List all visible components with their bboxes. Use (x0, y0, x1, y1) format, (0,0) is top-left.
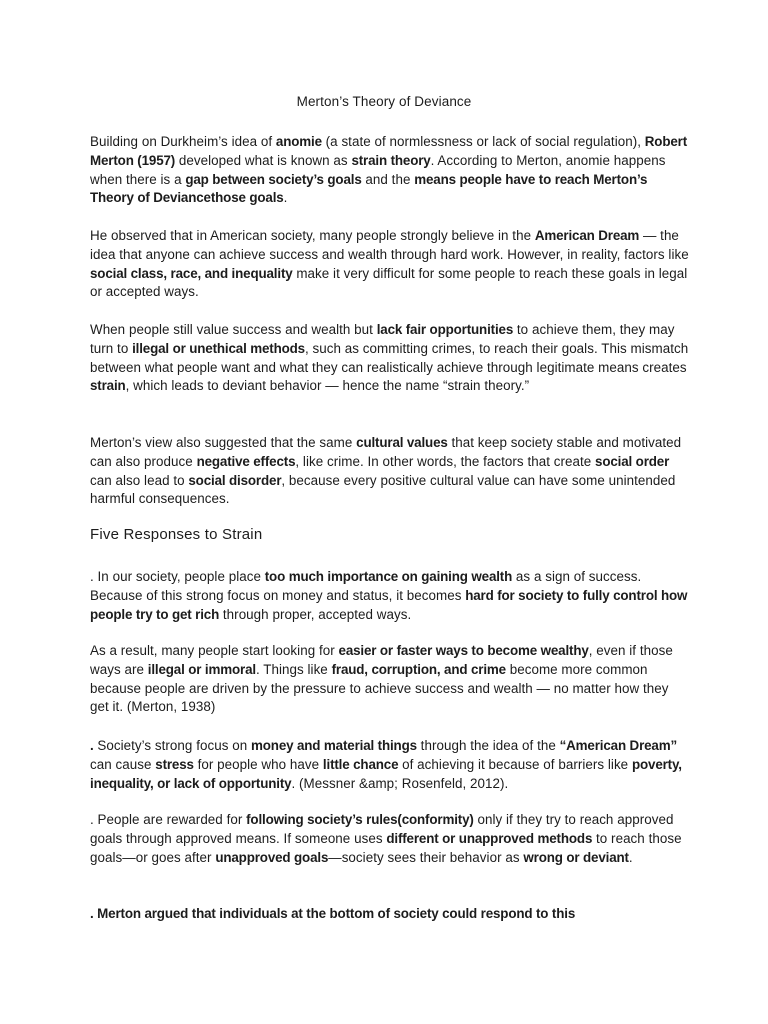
text-run: When people still value success and wealth but (90, 322, 377, 337)
paragraph (90, 434, 690, 509)
bold-text: fraud, corruption, and crime (331, 661, 506, 677)
text-run: . Things like (255, 661, 332, 677)
bold-text: illegal or immoral (147, 661, 256, 677)
text-run: . People are rewarded for (90, 812, 247, 827)
text-run: . In our society, people place (90, 569, 265, 584)
text-run: . (Messner &amp; Rosenfeld, 2012). (291, 775, 509, 791)
text-run: —society sees their behavior as (328, 849, 524, 865)
bold-text: wrong or deviant (523, 849, 629, 865)
paragraph (90, 737, 690, 793)
bold-text: too much importance on gaining wealth (264, 569, 513, 584)
text-run: As a result, many people start looking for (90, 643, 339, 658)
bold-text: easier or faster ways to become wealthy (338, 643, 589, 658)
text-run: Merton’s view also suggested that the same (90, 435, 357, 450)
bold-text: illegal or unethical methods (132, 340, 305, 356)
bold-text: little chance (322, 756, 399, 772)
bold-text: stress (155, 756, 194, 772)
text-run: make it very difficult for some people to reach these goals in legal or accepted ways. (90, 265, 688, 300)
text-run: . According to Merton, anomie happens when there is a (90, 152, 666, 187)
bold-text: means people have to reach Merton’s Theory of Deviancethose goals (90, 171, 648, 206)
bold-text: cultural values (356, 435, 448, 450)
text-run: . (628, 849, 633, 865)
text-run: through the idea of the (416, 738, 560, 753)
document-title: Merton’s Theory of Deviance (296, 94, 472, 109)
text-run: become more common because people are driven by the pressure to achieve success and wealth — no matter how they get it. (Merton, 1938) (90, 661, 669, 715)
text-run: , which leads to deviant behavior — hence the name “strain theory.” (125, 378, 530, 394)
bold-text: following society’s rules(conformity) (246, 812, 474, 827)
paragraph (90, 568, 690, 624)
bold-text: poverty, inequality, or lack of opportunity (90, 756, 682, 791)
text-run: — the idea that anyone can achieve success and wealth through hard work. However, in reality, factors like (90, 228, 689, 262)
bold-text: different or unapproved methods (386, 830, 593, 846)
bold-text: unapproved goals (215, 849, 329, 865)
text-run: developed what is known as (175, 152, 352, 168)
bold-text: hard for society to fully control how people try to get rich (90, 587, 688, 622)
section-heading: Five Responses to Strain (90, 526, 263, 543)
text-run: Building on Durkheim’s idea of (90, 134, 276, 149)
text-run: as a sign of success. Because of this strong focus on money and status, it becomes (90, 569, 642, 603)
text-run: of achieving it because of barriers like (398, 756, 632, 772)
paragraph (90, 133, 690, 208)
text-run: , like crime. In other words, the factors that create (295, 453, 596, 469)
bold-text: . (90, 738, 94, 753)
text-run: . (283, 190, 288, 206)
bold-text: social class, race, and inequality (90, 265, 293, 281)
text-run: , even if those ways are (90, 643, 673, 677)
text-run: can also lead to (90, 472, 189, 488)
text-run: through proper, accepted ways. (219, 606, 412, 622)
paragraph (90, 811, 690, 867)
text-run: He observed that in American society, many people strongly believe in the (90, 228, 535, 243)
text-run: for people who have (193, 756, 323, 772)
paragraph (90, 905, 690, 924)
paragraph (90, 227, 690, 302)
text-run: Society’s strong focus on (93, 738, 251, 753)
text-run: and the (361, 171, 415, 187)
text-run: (a state of normlessness or lack of social regulation), (321, 134, 645, 149)
text-run: that keep society stable and motivated can also produce (90, 435, 682, 469)
paragraph (90, 642, 690, 717)
bold-text: . Merton argued that individuals at the bottom of society could respond to this (90, 906, 576, 921)
text-run: to achieve them, they may turn to (90, 322, 675, 356)
text-run: to reach those goals—or goes after (90, 830, 682, 865)
bold-text: lack fair opportunities (376, 322, 514, 337)
bold-text: social order (595, 453, 670, 469)
bold-text: gap between society’s goals (185, 171, 362, 187)
bold-text: Robert Merton (1957) (90, 134, 688, 168)
text-run: can cause (90, 756, 156, 772)
paragraph (90, 321, 690, 396)
bold-text: anomie (275, 134, 322, 149)
text-run: , such as committing crimes, to reach their goals. This mismatch between what people want and what they can realistically achieve through legitimate means creates (90, 340, 689, 375)
text-run: , because every positive cultural value can have some unintended harmful consequences. (90, 472, 676, 507)
bold-text: strain (90, 378, 126, 394)
bold-text: American Dream (534, 228, 640, 243)
text-run: only if they try to reach approved goals through approved means. If someone uses (90, 812, 674, 846)
bold-text: strain theory (351, 152, 431, 168)
bold-text: “American Dream” (559, 738, 678, 753)
bold-text: money and material things (251, 738, 417, 753)
bold-text: social disorder (188, 472, 282, 488)
bold-text: negative effects (196, 453, 296, 469)
